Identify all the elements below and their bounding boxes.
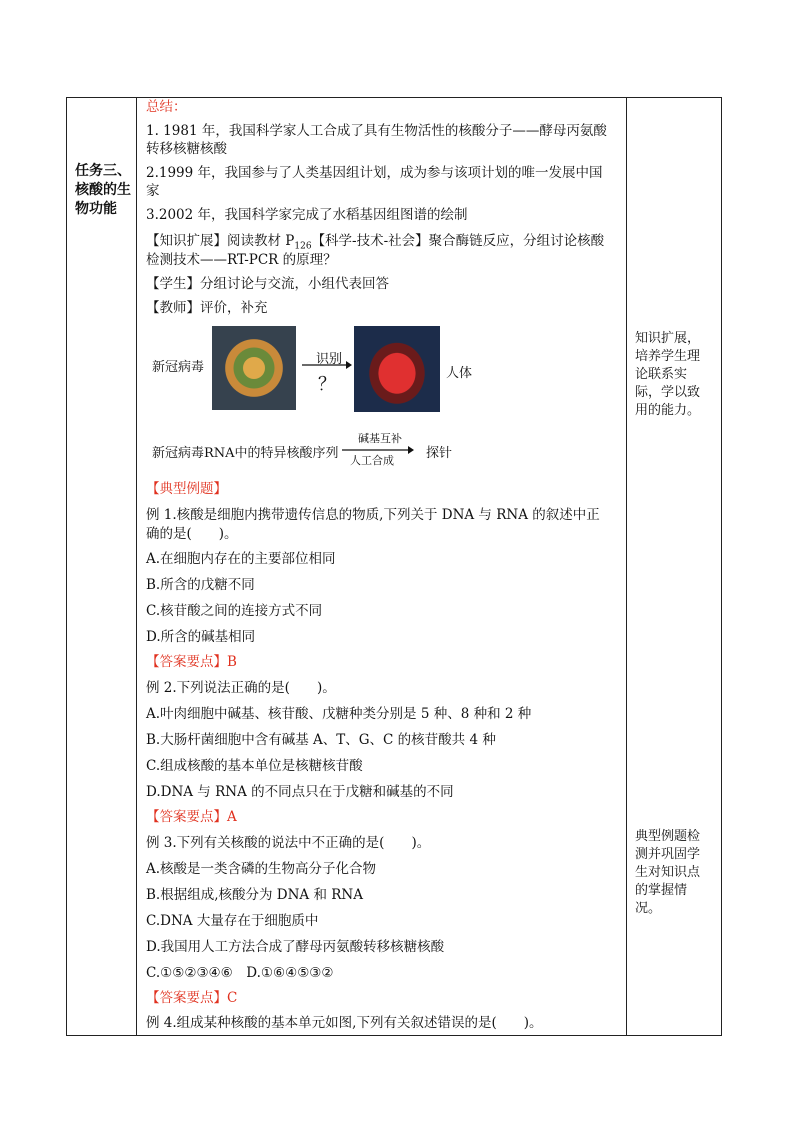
option: B.大肠杆菌细胞中含有碱基 A、T、G、C 的核苷酸共 4 种 bbox=[146, 732, 496, 748]
summary-label: 总结： bbox=[146, 99, 187, 115]
question-1-cont: 确的是( )。 bbox=[146, 526, 238, 542]
arrow-question: ？ bbox=[318, 374, 336, 395]
arrow-label-bottom: 人工合成 bbox=[350, 454, 394, 467]
extension-text-a: 【知识扩展】阅读教材 P bbox=[146, 233, 295, 249]
human-lungs-image bbox=[354, 326, 440, 412]
extension-text-b: 【科学-技术-社会】聚合酶链反应，分组讨论核酸 bbox=[311, 233, 605, 249]
summary-line: 1. 1981 年，我国科学家人工合成了具有生物活性的核酸分子——酵母丙氨酸 bbox=[146, 123, 607, 139]
task-title: 任务三、核酸的生物功能 bbox=[75, 163, 131, 217]
example-label: 【典型例题】 bbox=[146, 481, 227, 497]
arrow-label-top: 识别 bbox=[316, 352, 343, 367]
option: A.在细胞内存在的主要部位相同 bbox=[146, 551, 336, 567]
note-line: 测并巩固学 bbox=[635, 847, 701, 862]
option: C.①⑤②③④⑥ D.①⑥④⑤③② bbox=[146, 965, 334, 981]
summary-line: 转移核糖核酸 bbox=[146, 141, 227, 157]
column-divider bbox=[626, 98, 627, 1035]
question-4: 例 4.组成某种核酸的基本单元如图,下列有关叙述错误的是( )。 bbox=[146, 1015, 543, 1031]
note-line: 用的能力。 bbox=[635, 403, 701, 418]
summary-line: 3.2002 年，我国科学家完成了水稻基因组图谱的绘制 bbox=[146, 207, 468, 223]
question-3: 例 3.下列有关核酸的说法中不正确的是( )。 bbox=[146, 835, 431, 851]
option: C.DNA 大量存在于细胞质中 bbox=[146, 913, 319, 929]
option: B.根据组成,核酸分为 DNA 和 RNA bbox=[146, 887, 363, 903]
virus-image bbox=[212, 326, 296, 410]
probe-label: 探针 bbox=[426, 446, 453, 461]
student-line: 【学生】分组讨论与交流，小组代表回答 bbox=[146, 276, 389, 292]
question-2: 例 2.下列说法正确的是( )。 bbox=[146, 680, 336, 696]
answer-1: 【答案要点】B bbox=[146, 654, 237, 670]
note-line: 生对知识点 bbox=[635, 865, 701, 880]
question-1: 例 1.核酸是细胞内携带遗传信息的物质,下列关于 DNA 与 RNA 的叙述中正 bbox=[146, 507, 600, 523]
note-line: 况。 bbox=[635, 901, 662, 916]
summary-line: 2.1999 年，我国参与了人类基因组计划，成为参与该项计划的唯一发展中国 bbox=[146, 165, 603, 181]
note-line: 论联系实 bbox=[635, 367, 688, 382]
note-line: 际，学以致 bbox=[635, 385, 701, 400]
note-line: 的掌握情 bbox=[635, 883, 688, 898]
lesson-table bbox=[66, 97, 722, 1036]
option: D.所含的碱基相同 bbox=[146, 629, 256, 645]
human-label: 人体 bbox=[446, 366, 473, 381]
option: D.DNA 与 RNA 的不同点只在于戊糖和碱基的不同 bbox=[146, 784, 454, 800]
probe-figure bbox=[146, 434, 476, 466]
virus-label: 新冠病毒 bbox=[152, 360, 205, 375]
option: A.核酸是一类含磷的生物高分子化合物 bbox=[146, 861, 377, 877]
option: B.所含的戊糖不同 bbox=[146, 577, 255, 593]
arrow-label-top: 碱基互补 bbox=[358, 432, 402, 445]
summary-line: 家 bbox=[146, 183, 160, 199]
option: D.我国用人工方法合成了酵母丙氨酸转移核糖核酸 bbox=[146, 939, 445, 955]
rna-sequence-label: 新冠病毒RNA中的特异核酸序列 bbox=[152, 446, 339, 461]
note-line: 知识扩展， bbox=[635, 331, 701, 346]
note-typical-examples bbox=[635, 828, 700, 918]
option: C.组成核酸的基本单位是核糖核苷酸 bbox=[146, 758, 363, 774]
note-line: 培养学生理 bbox=[635, 349, 701, 364]
extension-line-2: 检测技术——RT-PCR 的原理？ bbox=[146, 252, 337, 268]
answer-2: 【答案要点】A bbox=[146, 809, 237, 825]
page-subscript: 126 bbox=[294, 241, 312, 252]
option: C.核苷酸之间的连接方式不同 bbox=[146, 603, 323, 619]
note-line: 典型例题检 bbox=[635, 829, 701, 844]
option: A.叶肉细胞中碱基、核苷酸、戊糖种类分别是 5 种、8 种和 2 种 bbox=[146, 706, 532, 722]
answer-3: 【答案要点】C bbox=[146, 990, 238, 1006]
column-divider bbox=[136, 98, 137, 1035]
teacher-line: 【教师】评价，补充 bbox=[146, 300, 268, 316]
virus-recognition-figure bbox=[146, 326, 476, 412]
note-knowledge-extension bbox=[635, 330, 700, 420]
